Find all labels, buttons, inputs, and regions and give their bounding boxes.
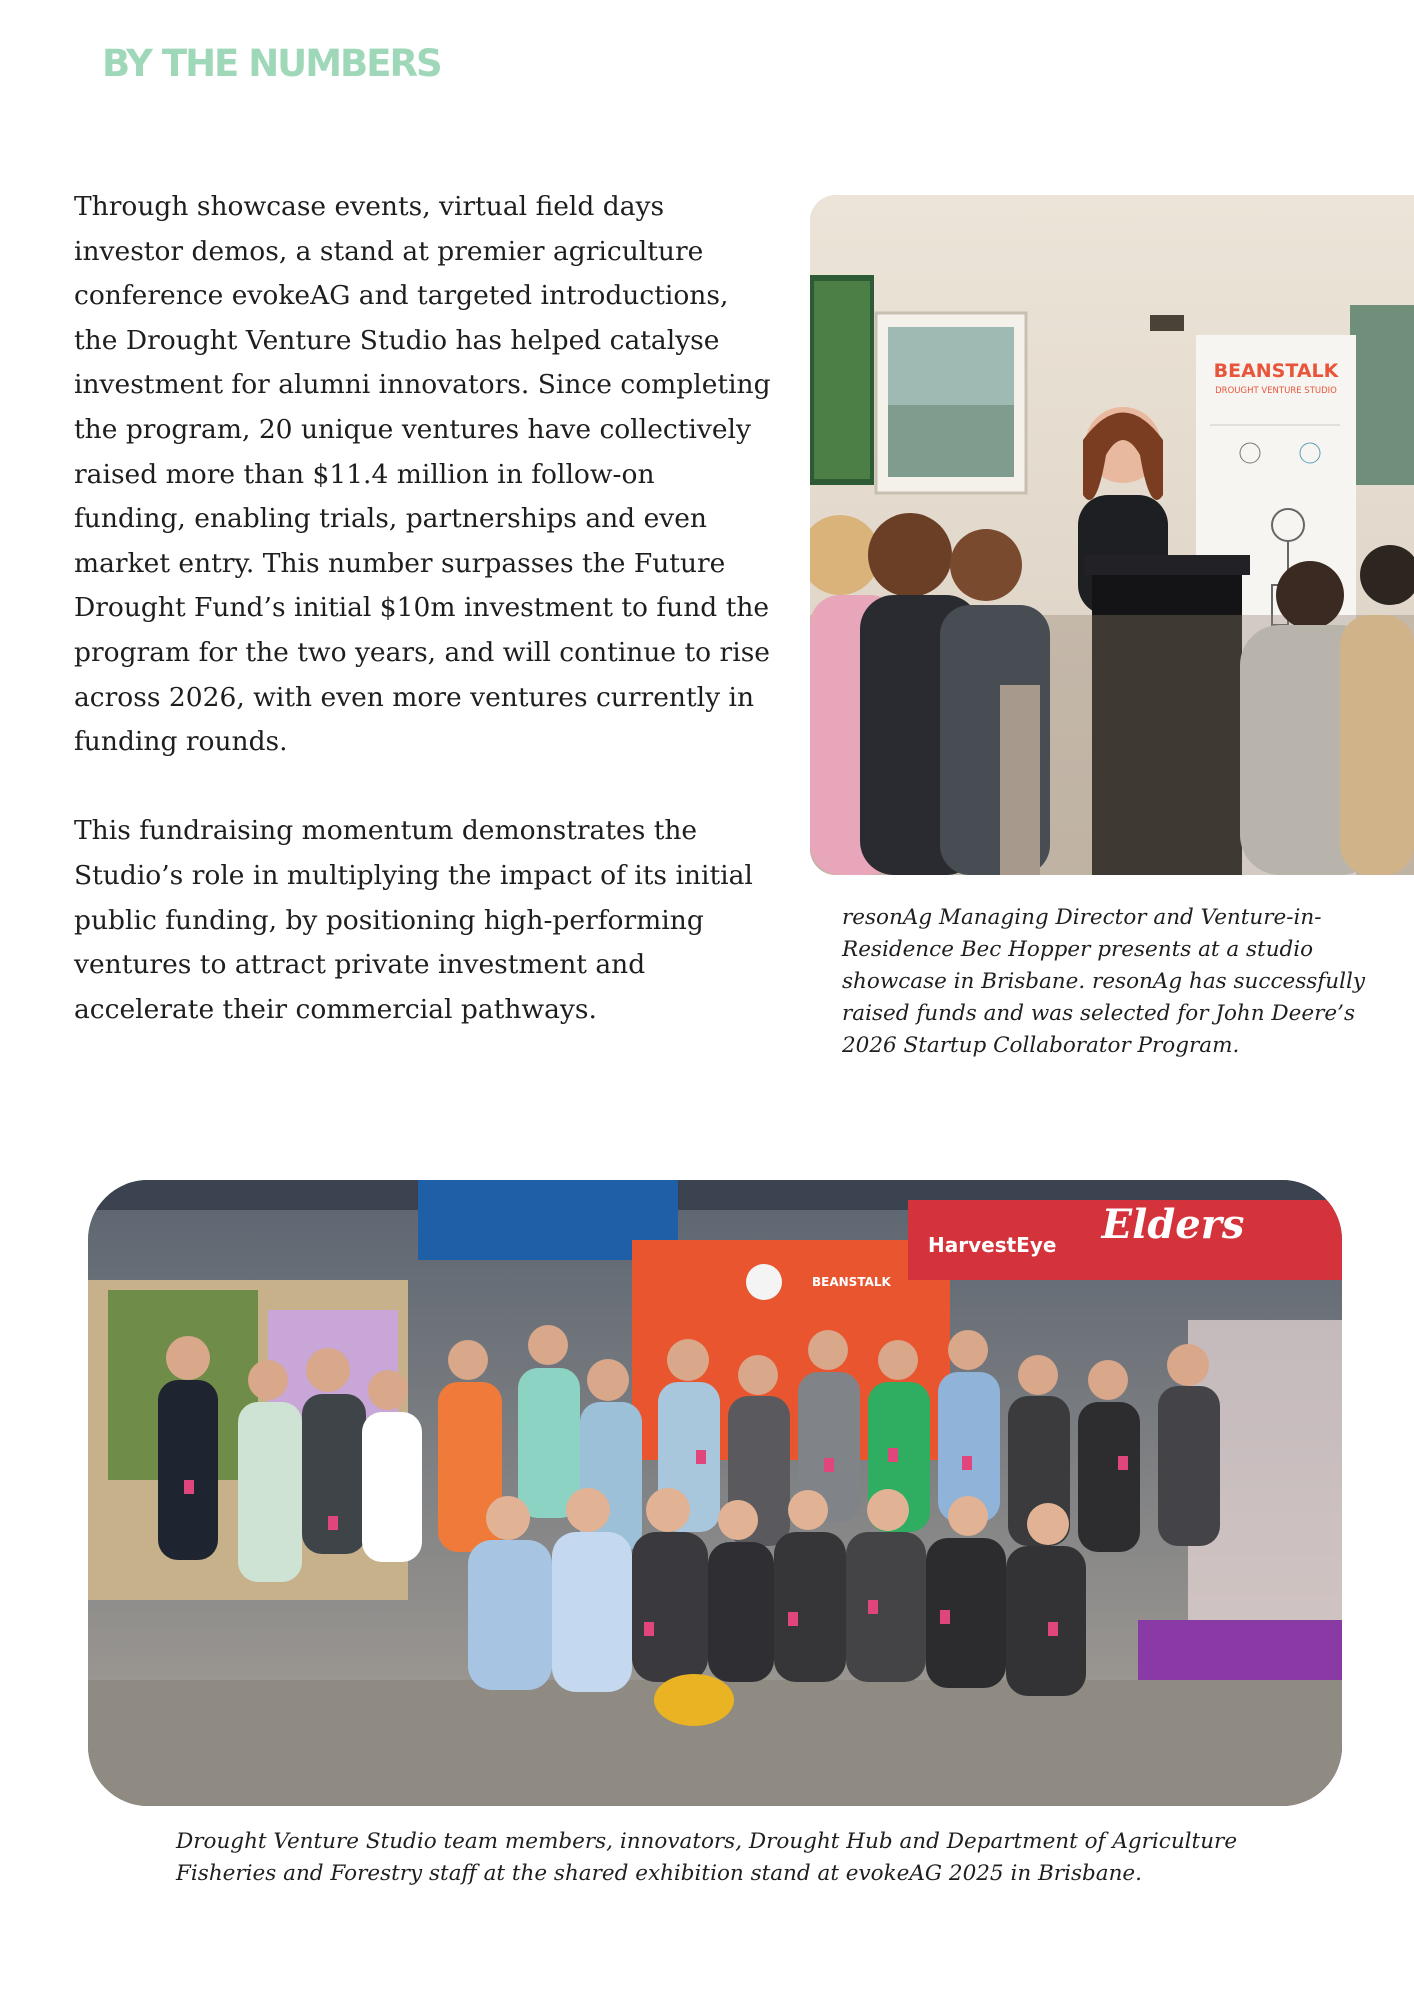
presenter-photo xyxy=(810,195,1414,875)
team-photo-illustration xyxy=(88,1180,1342,1806)
banner-subtitle: DROUGHT VENTURE STUDIO xyxy=(1215,386,1337,396)
team-photo xyxy=(88,1180,1342,1806)
wall-lamp xyxy=(1150,315,1184,331)
harvesteye-logo: HarvestEye xyxy=(928,1233,1057,1257)
team-caption: Drought Venture Studio team members, innovators, Drought Hub and Department of Agriculture Fisheries and Forestry staff at the shared exhibition stand at evokeAG 2025 in Brisbane. xyxy=(176,1829,1238,1886)
stand-logo: BEANSTALK xyxy=(812,1275,891,1289)
paragraph-momentum: This fundraising momentum demonstrates the Studio’s role in multiplying the impact of its initial public funding, by positioning high-performing ventures to attract private investment and accelerate their commercial pathways. xyxy=(74,815,753,1025)
section-title: BY THE NUMBERS xyxy=(102,42,441,85)
elders-logo: Elders xyxy=(1101,1201,1245,1248)
presenter-photo-illustration xyxy=(810,195,1414,875)
banner-title: BEANSTALK xyxy=(1213,360,1339,382)
presenter-caption: resonAg Managing Director and Venture-in-Residence Bec Hopper presents at a studio showcase in Brisbane. resonAg has successfully raised funds and was selected for John Deere’s 2026 Startup Collaborator Program. xyxy=(842,905,1365,1058)
body-text xyxy=(74,185,774,1077)
paragraph-investment: Through showcase events, virtual field days investor demos, a stand at premier agriculture conference evokeAG and targeted introductions, the Drought Venture Studio has helped catalyse investment for alumni innovators. Since completing the program, 20 unique ventures have collectively raised more than $11.4 million in follow-on funding, enabling trials, partnerships and even market entry. This number surpasses the Future Drought Fund’s initial $10m investment to fund the program for the two years, and will continue to rise across 2026, with even more ventures currently in funding rounds. xyxy=(74,191,771,758)
